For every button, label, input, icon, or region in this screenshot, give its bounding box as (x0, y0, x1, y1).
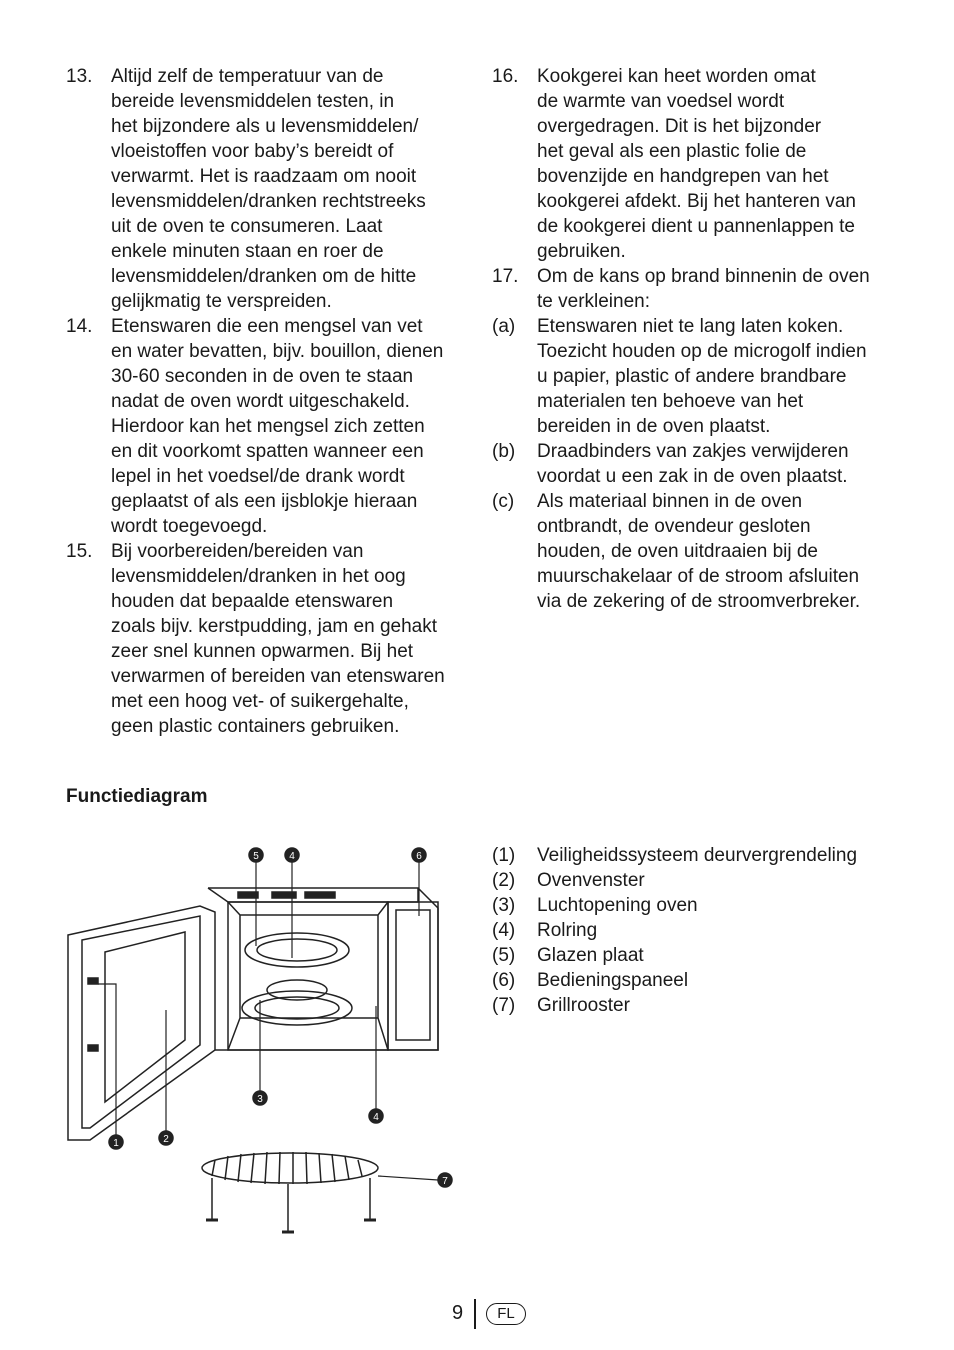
legend-number: (5) (492, 945, 516, 966)
text-line: zoals bijv. kerstpudding, jam en gehakt (111, 616, 437, 637)
item-number: 15. (66, 541, 93, 562)
text-line: levensmiddelen/dranken rechtstreeks (111, 191, 426, 212)
item-number: 16. (492, 66, 519, 87)
legend-item (492, 943, 912, 968)
text-line: geplaatst of als een ijsblokje hieraan (111, 491, 418, 512)
text-line: gebruiken. (537, 241, 626, 262)
list-item (66, 314, 466, 539)
text-line: de warmte van voedsel wordt (537, 91, 785, 112)
svg-text:6: 6 (416, 851, 422, 862)
text-line: te verkleinen: (537, 291, 651, 312)
legend-item (492, 918, 912, 943)
vent-slot (238, 892, 258, 898)
text-line: vloeistoffen voor baby’s bereidt of (111, 141, 394, 162)
text-line: met een hoog vet- of suikergehalte, (111, 691, 409, 712)
svg-text:1: 1 (113, 1138, 119, 1149)
text-line: Etenswaren die een mengsel van vet (111, 316, 423, 337)
leader-lines (98, 862, 438, 1180)
text-line: houden dat bepaalde etenswaren (111, 591, 394, 612)
item-text (537, 489, 902, 614)
text-line: muurschakelaar of de stroom afsluiten (537, 566, 860, 587)
text-line: zeer snel kunnen opwarmen. Bij het (111, 641, 414, 662)
text-line: Bij voorbereiden/bereiden van (111, 541, 364, 562)
list-item (492, 314, 902, 439)
item-text (111, 64, 466, 314)
legend-number: (4) (492, 920, 516, 941)
callout-3 (253, 1091, 267, 1105)
list-item (66, 539, 466, 739)
callout-4-lower (369, 1109, 383, 1123)
text-line: verwarmen of bereiden van etenswaren (111, 666, 445, 687)
legend-label: Ovenvenster (537, 870, 645, 891)
item-number: (c) (492, 491, 515, 512)
section-heading: Functiediagram (66, 786, 208, 807)
svg-text:5: 5 (253, 851, 259, 862)
oven-body-outline (208, 888, 438, 1050)
svg-text:4: 4 (373, 1112, 379, 1123)
callout-5 (249, 848, 263, 862)
text-line: lepel in het voedsel/de drank wordt (111, 466, 405, 487)
svg-text:7: 7 (442, 1176, 448, 1187)
text-line: ontbrandt, de ovendeur gesloten (537, 516, 811, 537)
callout-2 (159, 1131, 173, 1145)
text-line: geen plastic containers gebruiken. (111, 716, 400, 737)
legend-number: (6) (492, 970, 516, 991)
text-line: bovenzijde en handgrepen van het (537, 166, 829, 187)
door-latch (88, 978, 98, 984)
text-line: de kookgerei dient u pannenlappen te (537, 216, 855, 237)
item-text (537, 64, 902, 264)
text-line: gelijkmatig te verspreiden. (111, 291, 332, 312)
legend-number: (7) (492, 995, 516, 1016)
text-line: bereiden in de oven plaatst. (537, 416, 771, 437)
text-line: 30-60 seconden in de oven te staan (111, 366, 414, 387)
legend-number: (1) (492, 845, 516, 866)
text-line: u papier, plastic of andere brandbare (537, 366, 847, 387)
text-line: Als materiaal binnen in de oven (537, 491, 803, 512)
item-text (537, 439, 902, 489)
list-item (492, 264, 902, 314)
item-text (111, 539, 466, 739)
door-window (105, 932, 185, 1102)
svg-text:2: 2 (163, 1134, 169, 1145)
footer-divider (474, 1299, 476, 1329)
item-text (537, 264, 902, 314)
svg-text:4: 4 (289, 851, 295, 862)
legend-item (492, 843, 912, 868)
text-line: voordat u een zak in de oven plaatst. (537, 466, 848, 487)
language-badge: FL (486, 1303, 526, 1325)
item-number: (b) (492, 441, 516, 462)
text-line: levensmiddelen/dranken in het oog (111, 566, 406, 587)
callout-1 (109, 1135, 123, 1149)
text-line: Hierdoor kan het mengsel zich zetten (111, 416, 425, 437)
legend-item (492, 868, 912, 893)
text-line: kookgerei afdekt. Bij het hanteren van (537, 191, 856, 212)
grill-rack-legs (212, 1178, 370, 1232)
text-line: Draadbinders van zakjes verwijderen (537, 441, 849, 462)
legend-item (492, 968, 912, 993)
legend-number: (2) (492, 870, 516, 891)
text-line: houden, de oven uitdraaien bij de (537, 541, 819, 562)
text-line: via de zekering of de stroomverbreker. (537, 591, 861, 612)
text-line: enkele minuten staan en roer de (111, 241, 384, 262)
control-panel-inner (396, 910, 430, 1040)
text-line: levensmiddelen/dranken om de hitte (111, 266, 417, 287)
text-line: Kookgerei kan heet worden omat (537, 66, 816, 87)
text-line: en water bevatten, bijv. bouillon, dienen (111, 341, 444, 362)
item-number: (a) (492, 316, 516, 337)
item-text (111, 314, 466, 539)
microwave-diagram (60, 840, 460, 1240)
callout-6 (412, 848, 426, 862)
text-line: het geval als een plastic folie de (537, 141, 807, 162)
oven-door (68, 906, 215, 1140)
vent-slot (305, 892, 335, 898)
door-frame (82, 916, 200, 1128)
oven-cavity (228, 902, 388, 1050)
text-line: nadat de oven wordt uitgeschakeld. (111, 391, 410, 412)
item-text (537, 314, 902, 439)
page-number: 9 (452, 1302, 464, 1324)
left-column (66, 64, 466, 739)
text-line: Toezicht houden op de microgolf indien (537, 341, 867, 362)
legend-label: Bedieningspaneel (537, 970, 689, 991)
text-line: materialen ten behoeve van het (537, 391, 804, 412)
list-item (66, 64, 466, 314)
text-line: het bijzondere als u levensmiddelen/ (111, 116, 419, 137)
diagram-legend (492, 843, 912, 1018)
legend-label: Grillrooster (537, 995, 630, 1016)
list-item (492, 489, 902, 614)
legend-number: (3) (492, 895, 516, 916)
text-line: Etenswaren niet te lang laten koken. (537, 316, 844, 337)
text-line: uit de oven te consumeren. Laat (111, 216, 383, 237)
item-number: 17. (492, 266, 519, 287)
callout-7 (438, 1173, 452, 1187)
text-line: bereide levensmiddelen testen, in (111, 91, 395, 112)
right-column (492, 64, 902, 614)
legend-label: Glazen plaat (537, 945, 644, 966)
item-number: 14. (66, 316, 93, 337)
text-line: wordt toegevoegd. (111, 516, 268, 537)
text-line: en dit voorkomt spatten wanneer een (111, 441, 424, 462)
text-line: verwarmt. Het is raadzaam om nooit (111, 166, 417, 187)
item-number: 13. (66, 66, 93, 87)
cavity-perspective (228, 902, 388, 1050)
legend-label: Luchtopening oven (537, 895, 698, 916)
callout-4 (285, 848, 299, 862)
list-item (492, 64, 902, 264)
text-line: Om de kans op brand binnenin de oven (537, 266, 870, 287)
text-line: overgedragen. Dit is het bijzonder (537, 116, 822, 137)
roller-ring (242, 991, 352, 1025)
legend-label: Veiligheidssysteem deurvergrendeling (537, 845, 858, 866)
legend-item (492, 893, 912, 918)
glass-plate-inner (257, 939, 337, 961)
list-item (492, 439, 902, 489)
glass-plate (245, 933, 349, 967)
svg-text:3: 3 (257, 1094, 263, 1105)
door-latch (88, 1045, 98, 1051)
grill-rack-feet (206, 1220, 376, 1232)
legend-label: Rolring (537, 920, 598, 941)
text-line: Altijd zelf de temperatuur van de (111, 66, 384, 87)
legend-item (492, 993, 912, 1018)
